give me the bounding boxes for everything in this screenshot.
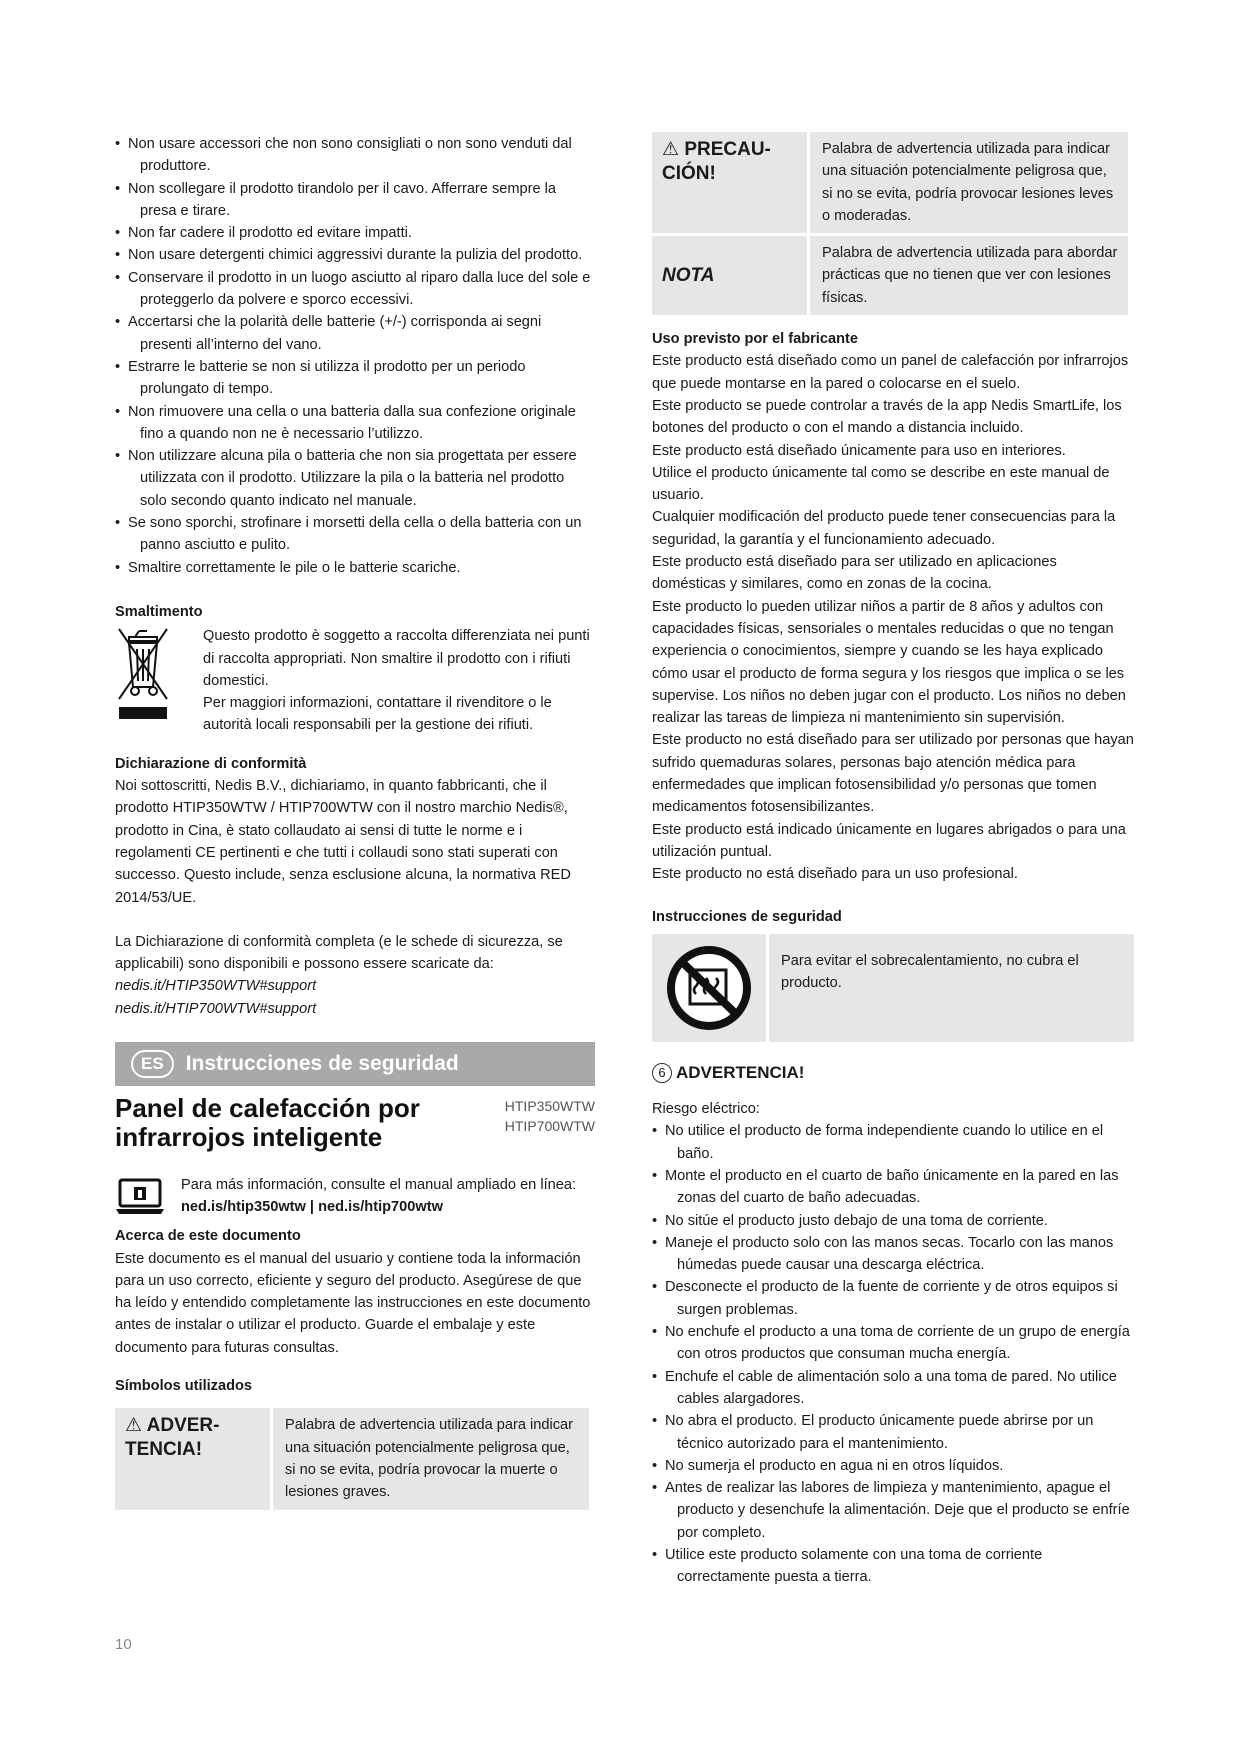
page-number: 10 bbox=[115, 1636, 132, 1653]
table-row bbox=[115, 1408, 589, 1509]
list-item: • Non scollegare il prodotto tirandolo per il cavo. Afferrare sempre la presa e tirare. bbox=[115, 178, 595, 223]
symbol-word-cell bbox=[115, 1408, 270, 1509]
list-item: • Non usare detergenti chimici aggressivi durante la pulizia del prodotto. bbox=[115, 244, 595, 266]
safety-box-text: Para evitar el sobrecalentamiento, no cubra el producto. bbox=[769, 934, 1134, 1042]
list-item: • Enchufe el cable de alimentación solo a una toma de pared. No utilice cables alargadores. bbox=[652, 1366, 1134, 1411]
list-item: • Desconecte el producto de la fuente de corriente y de otros equipos si surgen problemas. bbox=[652, 1276, 1134, 1321]
support-link-700[interactable]: nedis.it/HTIP700WTW#support bbox=[115, 1000, 317, 1017]
banner-title: Instrucciones de seguridad bbox=[185, 1051, 459, 1075]
es-section-banner bbox=[115, 1042, 595, 1086]
intended-use-heading: Uso previsto por el fabricante bbox=[652, 331, 858, 348]
product-title: Panel de calefacción por infrarrojos inteligente bbox=[115, 1092, 420, 1152]
warning-triangle-icon: ⚠ bbox=[662, 139, 680, 160]
disposal-text: Questo prodotto è soggetto a raccolta differenziata nei punti di raccolta appropriati. Non smaltire il prodotto con i rifiuti domestici. bbox=[203, 628, 590, 689]
intended-use-line: Este producto lo pueden utilizar niños a partir de 8 años y adultos con capacidades físicas, sensoriales o mentales reducidas o que no tengan experiencia o conocimientos, siempre y cuando se les haya explicado cómo usar el producto de forma segura y los riesgos que implica o se les supervise. Los niños no deben jugar con el producto. Los niños no deben realizar las tareas de limpieza ni mantenimiento sin supervisión. bbox=[652, 598, 1126, 727]
manual-text: Para más información, consulte el manual ampliado en línea: bbox=[181, 1176, 577, 1193]
weee-bin-icon bbox=[115, 625, 189, 736]
symbol-word: ADVER-TENCIA! bbox=[125, 1415, 220, 1461]
about-text: Este documento es el manual del usuario y contiene toda la información para un uso correcto, eficiente y seguro del producto. Asegúrese de que ha leído y entendido completamente las instrucciones en este documento antes de instalar o utilizar el producto. Guarde el embalaje y este documento para futuras consultas. bbox=[115, 1250, 591, 1356]
list-item: • Maneje el producto solo con las manos secas. Tocarlo con las manos húmedas puede causar una descarga eléctrica. bbox=[652, 1232, 1134, 1277]
list-item: • Non utilizzare alcuna pila o batteria che non sia progettata per essere utilizzata con il prodotto. Utilizzare la pila o la batteria nel prodotto solo secondo quanto indicato nel manuale. bbox=[115, 445, 595, 512]
intended-use-line: Este producto está diseñado únicamente para uso en interiores. bbox=[652, 442, 1066, 459]
intended-use-line: Utilice el producto únicamente tal como se describe en este manual de usuario. bbox=[652, 464, 1110, 504]
intended-use-line: Este producto está diseñado como un panel de calefacción por infrarrojos que puede montarse en la pared o colocarse en el suelo. bbox=[652, 353, 1129, 392]
intended-use-line: Cualquier modificación del producto puede tener consecuencias para la seguridad, la garantía y el funcionamiento adecuado. bbox=[652, 509, 1116, 548]
list-item: • Utilice este producto solamente con una toma de corriente correctamente puesta a tierra. bbox=[652, 1544, 1134, 1589]
list-item: • Non rimuovere una cella o una batteria dalla sua confezione originale fino a quando non ne è necessario l’utilizzo. bbox=[115, 401, 595, 446]
intended-use-line: Este producto no está diseñado para un uso profesional. bbox=[652, 866, 1018, 883]
symbol-word: NOTA bbox=[662, 264, 715, 286]
symbol-description: Palabra de advertencia utilizada para indicar una situación potencialmente peligrosa que, si no se evita, podría provocar lesiones leves o moderadas. bbox=[810, 132, 1128, 233]
product-header bbox=[115, 1094, 595, 1152]
list-item: • No sumerja el producto en agua ni en otros líquidos. bbox=[652, 1455, 1134, 1477]
laptop-manual-icon bbox=[115, 1178, 167, 1223]
language-badge: ES bbox=[131, 1050, 174, 1078]
symbol-word-cell bbox=[652, 236, 807, 315]
table-row bbox=[652, 236, 1128, 315]
intended-use-line: Este producto está diseñado para ser utilizado en aplicaciones domésticas y similares, como en zonas de la cocina. bbox=[652, 554, 1057, 593]
list-item: • Non far cadere il prodotto ed evitare impatti. bbox=[115, 222, 595, 244]
warning-number-badge: 6 bbox=[652, 1063, 672, 1083]
italian-safety-list bbox=[115, 133, 595, 579]
safety-symbol-box bbox=[652, 934, 1134, 1042]
conformity-heading: Dichiarazione di conformità bbox=[115, 755, 307, 772]
left-column bbox=[115, 133, 595, 1513]
list-item: • Non usare accessori che non sono consigliati o non sono venduti dal produttore. bbox=[115, 133, 595, 178]
warning-list bbox=[652, 1120, 1134, 1588]
product-code: HTIP700WTW bbox=[504, 1117, 595, 1134]
list-item: • No utilice el producto de forma independiente cuando lo utilice en el baño. bbox=[652, 1120, 1134, 1165]
list-item: • Se sono sporchi, strofinare i morsetti della cella o della batteria con un panno asciutto e pulito. bbox=[115, 512, 595, 557]
list-item: • Accertarsi che la polarità delle batterie (+/-) corrisponda ai segni presenti all’interno del vano. bbox=[115, 311, 595, 356]
symbol-description: Palabra de advertencia utilizada para indicar una situación potencialmente peligrosa que, si no se evita, podría provocar la muerte o lesiones graves. bbox=[273, 1408, 589, 1509]
symbols-heading: Símbolos utilizados bbox=[115, 1378, 253, 1395]
risk-label: Riesgo eléctrico: bbox=[652, 1101, 760, 1118]
list-item: • Estrarre le batterie se non si utilizza il prodotto per un periodo prolungato di tempo. bbox=[115, 356, 595, 401]
list-item: • Monte el producto en el cuarto de baño únicamente en la pared en las zonas del cuarto de baño adecuadas. bbox=[652, 1165, 1134, 1210]
list-item: • Antes de realizar las labores de limpieza y mantenimiento, apague el producto y desenchufe la alimentación. Deje que el producto se enfríe por completo. bbox=[652, 1477, 1134, 1544]
list-item: • No sitúe el producto justo debajo de una toma de corriente. bbox=[652, 1210, 1134, 1232]
warning-heading bbox=[652, 1062, 1134, 1084]
disposal-block bbox=[115, 625, 595, 736]
product-code: HTIP350WTW bbox=[504, 1097, 595, 1114]
conformity-text: Noi sottoscritti, Nedis B.V., dichiariamo, in quanto fabbricanti, che il prodotto HTIP350WTW / HTIP700WTW con il nostro marchio Nedis®, prodotto in Cina, è stato collaudato ai sensi di tutte le norme e i regolamenti CE pertinenti e che tutti i collaudi sono stati superati con successo. Questo include, senza esclusione alcuna, la normativa RED 2014/53/UE. bbox=[115, 778, 571, 906]
manual-links[interactable]: ned.is/htip350wtw | ned.is/htip700wtw bbox=[181, 1199, 443, 1216]
warning-triangle-icon: ⚠ bbox=[125, 1415, 143, 1437]
product-codes bbox=[505, 1096, 595, 1152]
conformity-download-text: La Dichiarazione di conformità completa (e le schede di sicurezza, se applicabili) sono disponibili e possono essere scaricate da: bbox=[115, 933, 563, 973]
about-heading: Acerca de este documento bbox=[115, 1228, 301, 1245]
intended-use-line: Este producto se puede controlar a través de la app Nedis SmartLife, los botones del producto o con el mando a distancia incluido. bbox=[652, 397, 1122, 437]
symbol-word: PRECAU-CIÓN! bbox=[662, 139, 771, 184]
list-item: • No enchufe el producto a una toma de corriente de un grupo de energía con otros productos que consuman mucha energía. bbox=[652, 1321, 1134, 1366]
right-column bbox=[652, 133, 1134, 1589]
safety-heading: Instrucciones de seguridad bbox=[652, 908, 842, 925]
online-manual-note bbox=[115, 1174, 595, 1223]
disposal-heading: Smaltimento bbox=[115, 603, 203, 620]
symbol-word-cell bbox=[652, 132, 807, 233]
intended-use-line: Este producto no está diseñado para ser utilizado por personas que hayan sufrido quemaduras solares, personas bajo atención médica para enfermedades que implican fotosensibilidad y/o personas que tomen medicamentos fotosensibilizantes. bbox=[652, 732, 1134, 816]
intended-use-line: Este producto está indicado únicamente en lugares abrigados o para una utilización puntual. bbox=[652, 821, 1126, 860]
warning-title: ADVERTENCIA! bbox=[676, 1062, 805, 1082]
disposal-contact-text: Per maggiori informazioni, contattare il rivenditore o le autorità locali responsabili per la gestione dei rifiuti. bbox=[203, 695, 552, 734]
table-row bbox=[652, 132, 1128, 233]
symbols-table-continued bbox=[649, 129, 1131, 318]
list-item: • Smaltire correttamente le pile o le batterie scariche. bbox=[115, 557, 595, 579]
symbols-table bbox=[112, 1405, 592, 1512]
support-link-350[interactable]: nedis.it/HTIP350WTW#support bbox=[115, 978, 317, 995]
list-item: • No abra el producto. El producto únicamente puede abrirse por un técnico autorizado para el mantenimiento. bbox=[652, 1410, 1134, 1455]
list-item: • Conservare il prodotto in un luogo asciutto al riparo dalla luce del sole e proteggerlo da polvere e sporco eccessivi. bbox=[115, 267, 595, 312]
symbol-description: Palabra de advertencia utilizada para abordar prácticas que no tienen que ver con lesiones físicas. bbox=[810, 236, 1128, 315]
do-not-cover-icon bbox=[652, 934, 766, 1042]
